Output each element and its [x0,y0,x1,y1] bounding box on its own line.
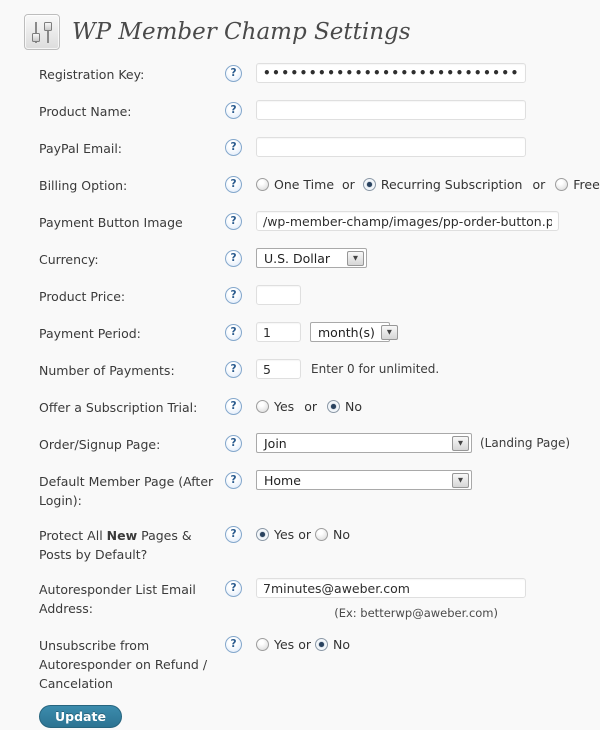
payment-period-input[interactable] [256,322,301,342]
subscription-trial-label: Offer a Subscription Trial: [39,400,198,415]
product-name-label: Product Name: [39,104,132,119]
form-row-number-of-payments [39,359,600,380]
radio-protect-yes[interactable] [256,528,269,541]
registration-key-input[interactable] [256,63,526,83]
currency-select-value: U.S. Dollar [264,250,331,266]
help-icon[interactable]: ? [225,435,242,452]
payment-period-label: Payment Period: [39,326,141,341]
radio-trial-no[interactable] [327,400,340,413]
radio-recurring-subscription-label: Recurring Subscription [380,177,523,192]
settings-form [39,63,600,693]
autoresponder-email-input[interactable] [256,578,526,598]
help-icon[interactable]: ? [225,361,242,378]
radio-protect-yes-label: Yes [274,527,295,542]
payment-period-unit-value: month(s) [318,324,375,340]
help-icon[interactable]: ? [225,526,242,543]
order-signup-page-select[interactable] [256,433,472,453]
radio-recurring-subscription[interactable] [363,178,376,191]
default-member-page-value: Home [264,472,301,488]
radio-one-time-label: One Time [274,177,335,192]
radio-free[interactable] [555,178,568,191]
autoresponder-email-hint: (Ex: betterwp@aweber.com) [334,606,498,620]
number-of-payments-hint: Enter 0 for unlimited. [311,362,440,376]
billing-option-radios [256,174,600,192]
radio-trial-yes-label: Yes [274,399,295,414]
registration-key-label: Registration Key: [39,67,145,82]
order-signup-page-hint: (Landing Page) [480,436,571,450]
chevron-down-icon: ▼ [452,473,469,488]
radio-free-label: Free [573,177,600,192]
default-member-page-label: Default Member Page (After Login): [39,474,214,508]
number-of-payments-label: Number of Payments: [39,363,175,378]
help-icon[interactable]: ? [225,250,242,267]
form-row-protect-new-pages [39,524,600,564]
payment-button-image-input[interactable] [256,211,559,231]
or-separator: or [298,637,311,652]
or-separator: or [304,399,317,414]
radio-one-time[interactable] [256,178,269,191]
payment-period-unit-select[interactable] [310,322,390,342]
product-price-input[interactable] [256,285,301,305]
form-row-order-signup-page [39,433,600,454]
chevron-down-icon: ▼ [452,436,469,451]
help-icon[interactable]: ? [225,472,242,489]
radio-protect-no-label: No [332,527,350,542]
chevron-down-icon: ▼ [381,325,398,340]
radio-unsubscribe-yes[interactable] [256,638,269,651]
protect-new-pages-label: Protect All New Pages & Posts by Default? [39,528,192,562]
form-row-payment-period [39,322,600,343]
form-row-product-name [39,100,600,121]
subscription-trial-radios [256,396,362,414]
help-icon[interactable]: ? [225,398,242,415]
protect-new-pages-radios [256,524,350,542]
help-icon[interactable]: ? [225,213,242,230]
radio-unsubscribe-yes-label: Yes [274,637,295,652]
number-of-payments-input[interactable] [256,359,301,379]
radio-trial-no-label: No [344,399,362,414]
paypal-email-label: PayPal Email: [39,141,123,156]
help-icon[interactable]: ? [225,287,242,304]
form-row-currency [39,248,600,269]
radio-unsubscribe-no-label: No [332,637,350,652]
page-title: WP Member Champ Settings [72,19,411,45]
paypal-email-input[interactable] [256,137,526,157]
radio-unsubscribe-no[interactable] [315,638,328,651]
unsubscribe-autoresponder-radios [256,634,350,652]
product-name-input[interactable] [256,100,526,120]
currency-label: Currency: [39,252,99,267]
currency-select[interactable] [256,248,367,268]
product-price-label: Product Price: [39,289,126,304]
settings-sliders-icon [24,14,60,50]
chevron-down-icon: ▼ [347,251,364,266]
help-icon[interactable]: ? [225,65,242,82]
help-icon[interactable]: ? [225,636,242,653]
form-row-paypal-email [39,137,600,158]
autoresponder-email-label: Autoresponder List Email Address: [39,582,196,616]
or-separator: or [342,177,355,192]
default-member-page-select[interactable] [256,470,472,490]
unsubscribe-autoresponder-label: Unsubscribe from Autoresponder on Refund / Cancelation [39,638,208,691]
update-button[interactable]: Update [39,705,122,728]
billing-option-label: Billing Option: [39,178,128,193]
help-icon[interactable]: ? [225,102,242,119]
radio-protect-no[interactable] [315,528,328,541]
or-separator: or [532,177,546,192]
help-icon[interactable]: ? [225,139,242,156]
form-row-unsubscribe-autoresponder [39,634,600,693]
order-signup-page-value: Join [264,435,287,451]
order-signup-page-label: Order/Signup Page: [39,437,161,452]
form-row-product-price [39,285,600,306]
radio-trial-yes[interactable] [256,400,269,413]
payment-button-image-label: Payment Button Image [39,215,183,230]
help-icon[interactable]: ? [225,324,242,341]
help-icon[interactable]: ? [225,176,242,193]
or-separator: or [298,527,311,542]
form-row-subscription-trial [39,396,600,417]
form-row-default-member-page [39,470,600,510]
form-row-autoresponder-email [39,578,600,620]
form-row-registration-key [39,63,600,84]
form-row-billing-option [39,174,600,195]
form-row-payment-button-image [39,211,600,232]
help-icon[interactable]: ? [225,580,242,597]
page-header [0,0,600,50]
